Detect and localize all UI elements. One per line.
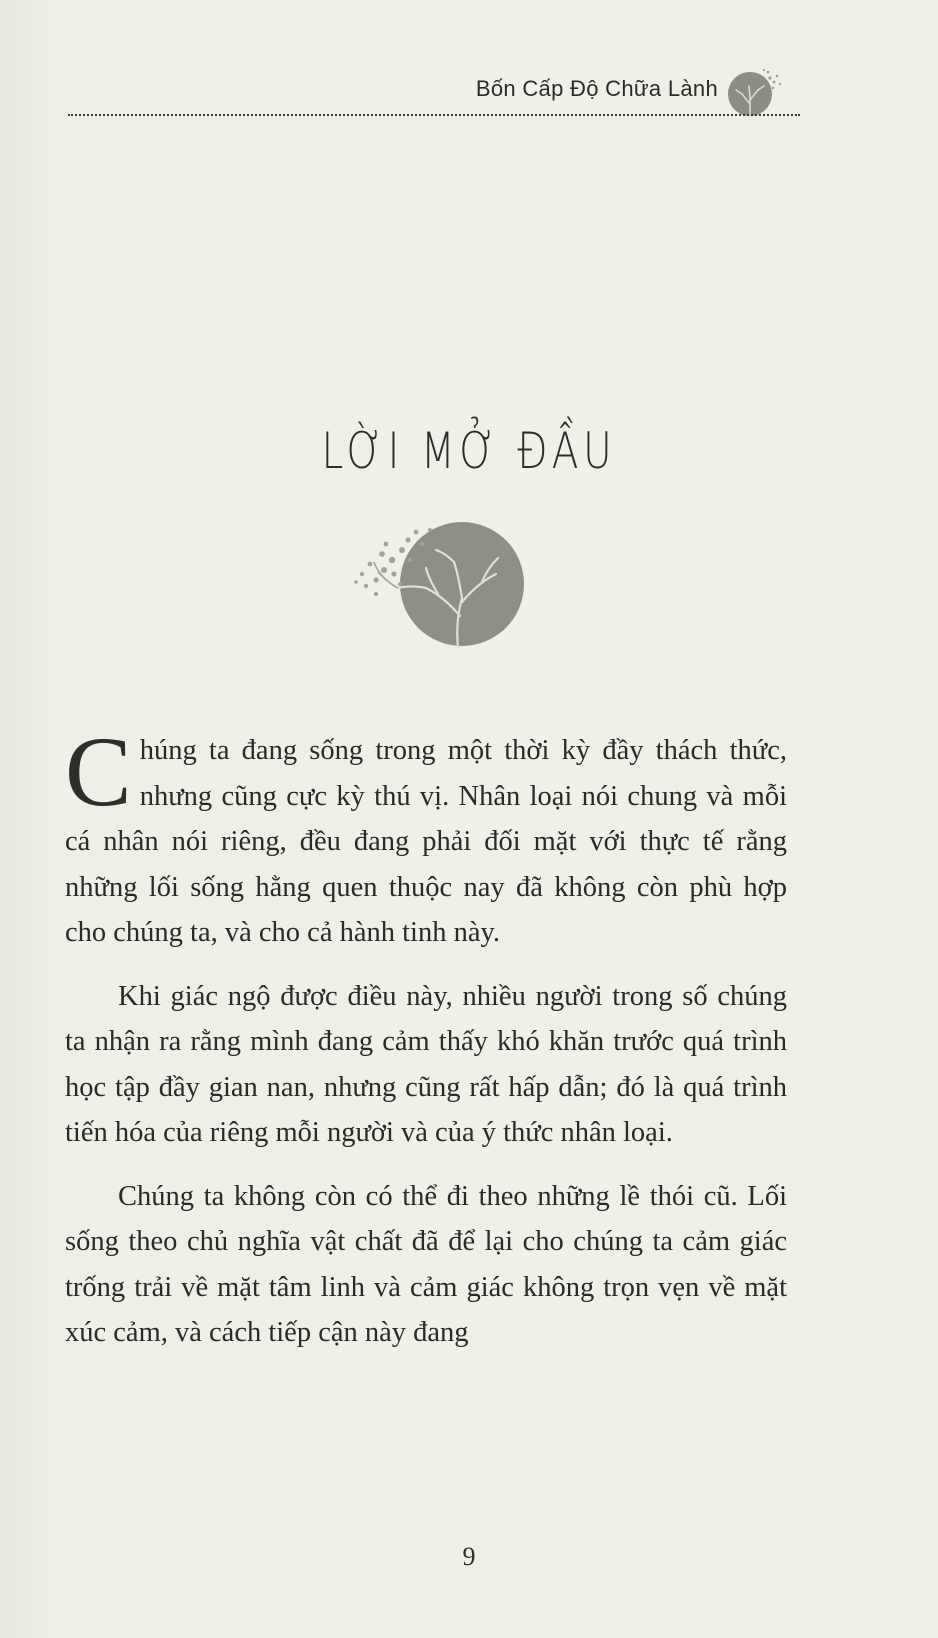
- page-number: 9: [462, 1542, 476, 1571]
- tree-circle-ornament: [346, 520, 536, 660]
- header-dotted-rule: [68, 114, 800, 116]
- body-text: [65, 716, 787, 1356]
- paragraph-1-text: húng ta đang sống trong một thời kỳ đầy thách thức, nhưng cũng cực kỳ thú vị. Nhân loại nói chung và mỗi cá nhân nói riêng, đều đang phải đối mặt với thực tế rằng những lối sống hằng quen thuộc nay đã không còn phù hợp cho chúng ta, và cho cả hành tinh này.: [65, 735, 787, 948]
- running-title: Bốn Cấp Độ Chữa Lành: [475, 76, 718, 101]
- bleed-through-texture: [88, 190, 828, 241]
- drop-cap: C: [65, 716, 132, 827]
- paragraph-2: Khi giác ngộ được điều này, nhiều người trong số chúng ta nhận ra rằng mình đang cảm thấy khó khăn trước quá trình học tập đầy gian nan, nhưng cũng rất hấp dẫn; đó là quá trình tiến hóa của riêng mỗi người và của ý thức nhân loại.: [65, 980, 787, 1148]
- tree-circle-icon: [720, 64, 788, 120]
- running-header: [68, 74, 798, 128]
- chapter-title: LỜI MỞ ĐẦU: [321, 422, 617, 480]
- paragraph-3: Chúng ta không còn có thể đi theo những lề thói cũ. Lối sống theo chủ nghĩa vật chất đã để lại cho chúng ta cảm giác trống trải về mặt tâm linh và cảm giác không trọn vẹn về mặt xúc cảm, và cách tiếp cận này đang: [65, 1180, 787, 1348]
- paragraph-1: [65, 716, 787, 956]
